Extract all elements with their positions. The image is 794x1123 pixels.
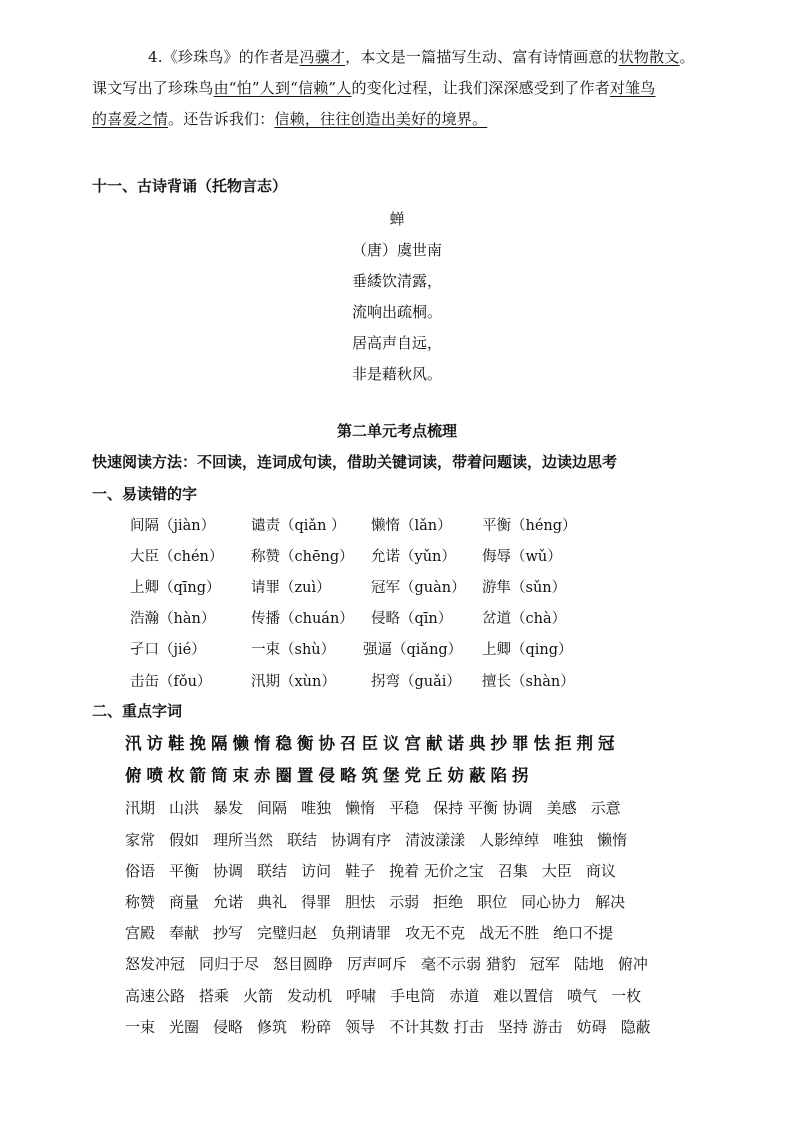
- paragraph-line-2: [92, 73, 707, 104]
- key-word: 平衡: [169, 862, 200, 880]
- key-words-line: [125, 922, 715, 943]
- key-word: 负荆请罪: [331, 924, 392, 942]
- key-word: 发动机: [287, 987, 333, 1005]
- key-word: 示弱: [389, 893, 420, 911]
- key-word: 清波漾漾: [405, 831, 466, 849]
- pinyin-item: 允诺（yǔn）: [371, 549, 456, 565]
- pinyin-item: 一束（shù）: [251, 642, 336, 658]
- key-word: 同心协力: [521, 893, 582, 911]
- key-word: 难以置信: [493, 987, 554, 1005]
- key-word: 商量: [169, 893, 200, 911]
- pinyin-item: 上卿（qing）: [482, 642, 573, 658]
- key-word: 隐蔽: [620, 1018, 651, 1036]
- key-word: 手电筒: [390, 987, 436, 1005]
- key-word: 鞋子: [345, 862, 376, 880]
- key-word: 俯冲: [617, 955, 648, 973]
- pinyin-item: 击缶（fǒu）: [130, 674, 212, 690]
- key-word: 胆怯: [345, 893, 376, 911]
- key-word: 奉献: [169, 924, 200, 942]
- key-word: 完璧归赵: [257, 924, 318, 942]
- text: 的变化过程，让我们深深感受到了作者: [351, 79, 610, 97]
- key-word: 抄写: [213, 924, 244, 942]
- key-words-line: [125, 891, 715, 912]
- key-word: 解决: [595, 893, 626, 911]
- key-word: 陆地: [573, 955, 604, 973]
- key-word: 大臣: [541, 862, 572, 880]
- key-word: 一束: [125, 1018, 156, 1036]
- key-word: 宫殿: [125, 924, 156, 942]
- key-word: 懒惰: [345, 799, 376, 817]
- key-word: 冠军: [529, 955, 560, 973]
- key-word: 光圈: [169, 1018, 200, 1036]
- key-word: 一枚: [611, 987, 642, 1005]
- pinyin-item: 大臣（chén）: [130, 549, 224, 565]
- pinyin-item: 汛期（xùn）: [251, 674, 336, 690]
- key-word: 美感: [546, 799, 577, 817]
- key-word: 允诺: [213, 893, 244, 911]
- pinyin-item: 请罪（zuì）: [251, 580, 331, 596]
- key-word: 得罪: [301, 893, 332, 911]
- key-words-line: [125, 860, 715, 881]
- key-words-line: [125, 953, 715, 974]
- poem-line: 非是藉秋风。: [351, 365, 442, 383]
- key-word: 商议: [585, 862, 616, 880]
- poem-author: （唐）虞世南: [351, 241, 442, 259]
- unit-2-title: 第二单元考点梳理: [336, 422, 457, 440]
- key-word: 唯独: [553, 831, 584, 849]
- key-word: 联结: [257, 862, 288, 880]
- key-words-line: [125, 1016, 715, 1037]
- key-word: 妨碍: [576, 1018, 607, 1036]
- pinyin-item: 间隔（jiàn）: [130, 518, 216, 534]
- poem-line: 流响出疏桐。: [351, 303, 442, 321]
- pinyin-item: 懒惰（lǎn）: [371, 518, 452, 534]
- genre: 状物散文: [618, 48, 680, 66]
- change-process: 由“怕”人到“信赖”人: [213, 79, 352, 97]
- paragraph-4: [92, 42, 707, 135]
- text: 。: [679, 48, 695, 66]
- key-word: 呼啸: [346, 987, 377, 1005]
- pinyin-item: 传播（chuán）: [251, 611, 354, 627]
- theme-statement: 信赖，往往创造出美好的境界。: [274, 110, 488, 128]
- key-word: 唯独: [301, 799, 332, 817]
- key-word: 不计其数 打击: [389, 1018, 484, 1036]
- text: ，本文是一篇描写生动、富有诗情画意的: [345, 48, 619, 66]
- paragraph-line-3: [92, 104, 707, 135]
- key-word: 挽着 无价之宝: [389, 862, 484, 880]
- key-word: 称赞: [125, 893, 156, 911]
- poem-title: 蝉: [389, 210, 405, 228]
- key-word: 赤道: [449, 987, 480, 1005]
- key-word: 厉声呵斥: [347, 955, 408, 973]
- poem-line: 垂緌饮清露，: [351, 272, 442, 290]
- key-word: 毫不示弱 猎豹: [421, 955, 516, 973]
- key-word: 修筑: [257, 1018, 288, 1036]
- key-word: 平稳: [389, 799, 420, 817]
- key-word: 怒发冲冠: [125, 955, 186, 973]
- key-characters-line: 俯喷枚箭筒束赤圈置侵略筑堡党丘妨蔽陷拐: [125, 766, 534, 785]
- pinyin-item: 称赞（chēng）: [251, 549, 354, 565]
- key-word: 间隔: [257, 799, 288, 817]
- key-word: 汛期: [125, 799, 156, 817]
- key-characters-line: 汛访鞋挽隔懒惰稳衡协召臣议宫献诺典抄罪怯拒荆冠: [125, 734, 620, 753]
- key-word: 理所当然: [213, 831, 274, 849]
- pinyin-item: 谴责（qiǎn ）: [251, 518, 346, 534]
- text: 课文写出了珍珠鸟: [92, 79, 214, 97]
- key-word: 同归于尽: [199, 955, 260, 973]
- key-word: 领导: [345, 1018, 376, 1036]
- poem-line: 居高声自远，: [351, 334, 442, 352]
- section-11-title: 十一、古诗背诵（托物言志）: [92, 177, 288, 195]
- pinyin-item: 擅长（shàn）: [482, 674, 575, 690]
- pinyin-item: 浩瀚（hàn）: [130, 611, 216, 627]
- key-word: 家常: [125, 831, 156, 849]
- key-word: 拒绝: [433, 893, 464, 911]
- key-word: 联结: [287, 831, 318, 849]
- feeling-part2: 的喜爱之情: [92, 110, 169, 128]
- key-word: 绝口不提: [553, 924, 614, 942]
- key-word: 协调有序: [331, 831, 392, 849]
- key-word: 示意: [590, 799, 621, 817]
- key-word: 访问: [301, 862, 332, 880]
- key-word: 山洪: [169, 799, 200, 817]
- pinyin-item: 上卿（qīng）: [130, 580, 221, 596]
- key-word: 坚持 游击: [497, 1018, 563, 1036]
- key-word: 人影绰绰: [479, 831, 540, 849]
- key-word: 典礼: [257, 893, 288, 911]
- reading-method: 快速阅读方法：不回读，连词成句读，借助关键词读，带着问题读，边读边思考: [92, 453, 618, 471]
- pinyin-item: 拐弯（guǎi）: [371, 674, 461, 690]
- pinyin-item: 强逼（qiǎng）: [363, 642, 463, 658]
- key-word: 搭乘: [199, 987, 230, 1005]
- key-word: 粉碎: [301, 1018, 332, 1036]
- pinyin-item: 孑口（jié）: [130, 642, 206, 658]
- pinyin-item: 平衡（héng）: [482, 518, 577, 534]
- text: 。还告诉我们：: [168, 110, 275, 128]
- pinyin-item: 冠军（guàn）: [371, 580, 466, 596]
- section-1-title: 一、易读错的字: [92, 485, 198, 503]
- key-word: 暴发: [213, 799, 244, 817]
- key-word: 高速公路: [125, 987, 186, 1005]
- key-word: 侵略: [213, 1018, 244, 1036]
- key-word: 喷气: [567, 987, 598, 1005]
- paragraph-line-1: [92, 42, 707, 73]
- pinyin-item: 游隼（sǔn）: [482, 580, 567, 596]
- pinyin-item: 侮辱（wǔ）: [482, 549, 562, 565]
- key-words-line: [125, 829, 715, 850]
- text: 4.《珍珠鸟》的作者是: [148, 48, 300, 66]
- feeling-part1: 对雏鸟: [609, 79, 656, 97]
- key-words-line: [125, 985, 715, 1006]
- key-word: 战无不胜: [479, 924, 540, 942]
- key-word: 假如: [169, 831, 200, 849]
- key-word: 保持 平衡 协调: [433, 799, 533, 817]
- key-word: 懒惰: [597, 831, 628, 849]
- key-word: 协调: [213, 862, 244, 880]
- key-words-line: [125, 797, 715, 818]
- key-word: 攻无不克: [405, 924, 466, 942]
- key-word: 火箭: [243, 987, 274, 1005]
- section-2-title: 二、重点字词: [92, 702, 183, 720]
- key-word: 怒目圆睁: [273, 955, 334, 973]
- pinyin-item: 岔道（chà）: [482, 611, 567, 627]
- pinyin-item: 侵略（qīn）: [371, 611, 453, 627]
- key-word: 召集: [497, 862, 528, 880]
- key-word: 俗语: [125, 862, 156, 880]
- author-name: 冯骥才: [299, 48, 346, 66]
- key-word: 职位: [477, 893, 508, 911]
